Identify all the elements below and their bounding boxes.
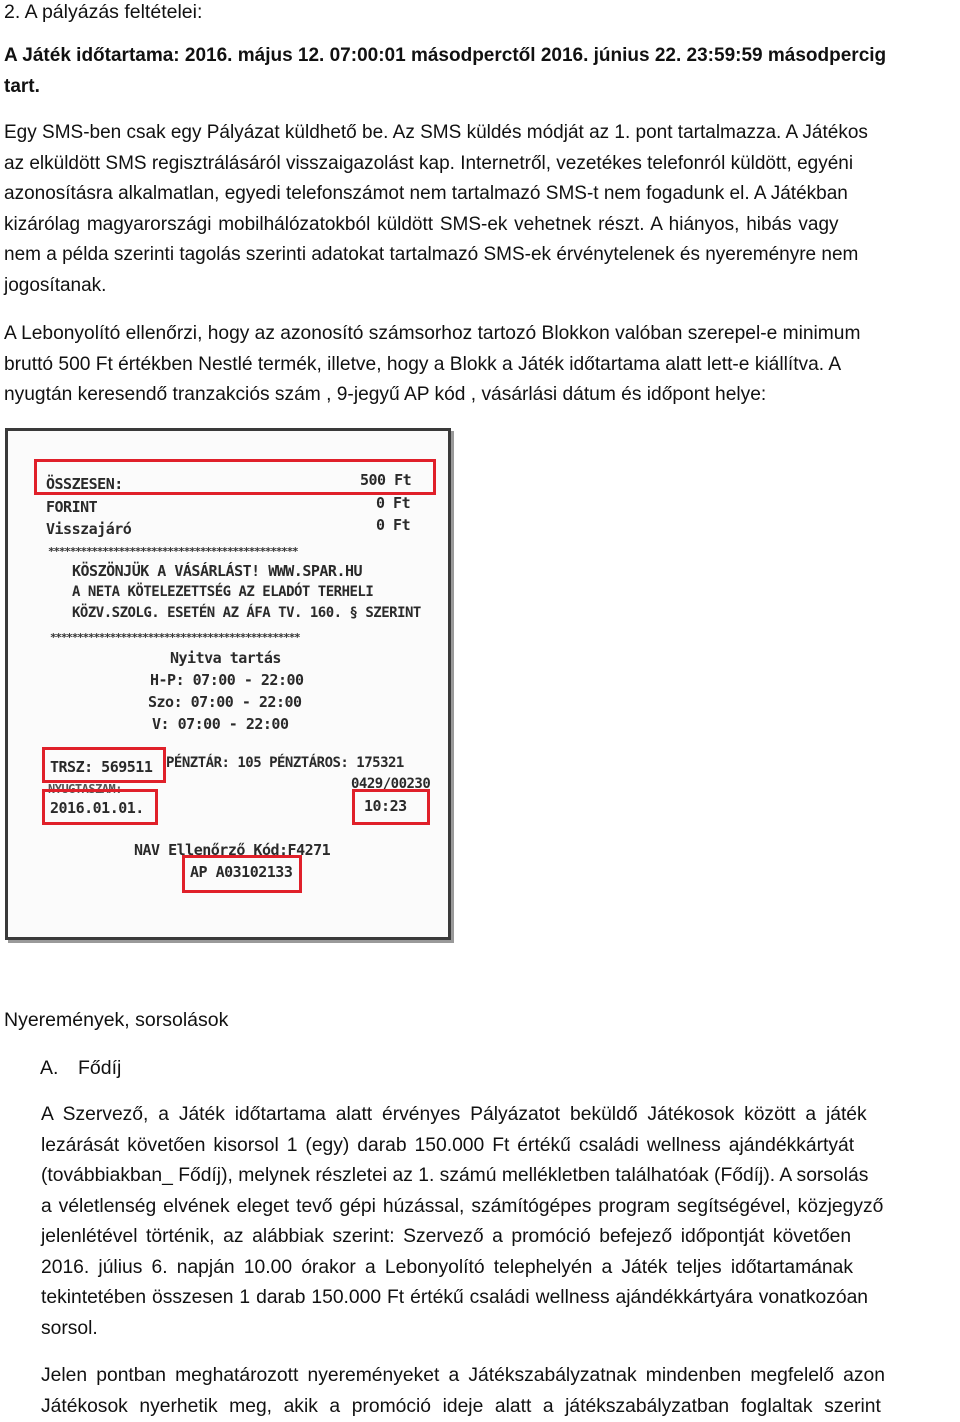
prize-rules-paragraph	[41, 1100, 956, 1344]
receipt-trsz: TRSZ: 569511	[50, 758, 152, 776]
receipt-hours-1: H-P: 07:00 - 22:00	[150, 671, 304, 689]
receipt-date-label: NYUGTASZÁM:	[48, 782, 122, 796]
sms-rules-paragraph	[4, 118, 956, 301]
receipt-forint-value: 0 Ft	[376, 494, 410, 512]
receipt-separator: **********************************************	[48, 545, 297, 558]
receipt-check-paragraph	[4, 319, 956, 411]
prize-winners-paragraph	[41, 1361, 956, 1422]
prize-para1-line: A Szervező, a Játék időtartama alatt érvényes Pályázatot beküldő Játékosok között a játék	[41, 1100, 956, 1131]
para1-line: Egy SMS-ben csak egy Pályázat küldhető be. Az SMS küldés módját az 1. pont tartalmazza. A Játékos	[4, 118, 956, 149]
prize-para1-line: 2016. július 6. napján 10.00 órakor a Lebonyolító telephelyén a Játék teljes időtartamának	[41, 1253, 956, 1284]
prize-para1-line: lezárását követően kisorsol 1 (egy) darab 150.000 Ft értékű családi wellness ajándékkártyát	[41, 1131, 956, 1162]
trsz-highlight-box	[42, 747, 166, 783]
receipt-total-label: ÖSSZESEN:	[46, 475, 123, 493]
prize-para1-line: tekintetében összesen 1 darab 150.000 Ft értékű családi wellness ajándékkártyára vonatkozóan	[41, 1283, 956, 1314]
receipt-ap-code: AP A03102133	[190, 863, 292, 881]
prize-para1-line: (továbbiakban_ Fődíj), melynek részletei az 1. számú mellékletben találhatóak (Fődíj). A sorsolás	[41, 1161, 956, 1192]
receipt-nav-code: NAV Ellenőrző Kód:F4271	[134, 841, 330, 859]
receipt-legal-1: A NETA KÖTELEZETTSÉG AZ ELADÓT TERHELI	[72, 584, 373, 600]
receipt-time: 10:23	[364, 797, 407, 815]
receipt-thanks: KÖSZÖNJÜK A VÁSÁRLÁST! WWW.SPAR.HU	[72, 562, 362, 580]
prize-para1-line: a véletlenség elvének eleget tevő gépi húzással, számítógépes program segítségével, közjegyző	[41, 1192, 956, 1223]
para1-line: jogosítanak.	[4, 271, 956, 302]
date-highlight-box	[42, 789, 158, 825]
receipt-register: PÉNZTÁR: 105 PÉNZTÁROS: 175321	[166, 755, 404, 771]
ap-code-highlight-box	[182, 855, 302, 893]
prize-a-marker: A.	[40, 1053, 58, 1084]
para1-line: kizárólag magyarországi mobilhálózatokból küldött SMS-ek vehetnek részt. A hiányos, hibás vagy	[4, 210, 956, 241]
prizes-heading: Nyeremények, sorsolások	[4, 1005, 228, 1036]
prize-para1-line: jelenlétével történik, az alábbiak szerint: Szervező a promóció befejező időpontját követően	[41, 1222, 956, 1253]
para1-line: nem a példa szerinti tagolás szerinti adatokat tartalmazó SMS-ek érvénytelenek és nyereményre nem	[4, 240, 956, 271]
receipt-separator: **********************************************	[50, 631, 299, 644]
prize-a-title: Fődíj	[78, 1053, 121, 1084]
prize-para1-line: sorsol.	[41, 1314, 956, 1345]
duration-line-1: A Játék időtartama: 2016. május 12. 07:00:01 másodperctől 2016. június 22. 23:59:59 másodpercig	[4, 41, 886, 72]
para1-line: az elküldött SMS regisztrálásáról visszaigazolást kap. Internetről, vezetékes telefonról küldött, egyéni	[4, 149, 956, 180]
prize-para2-line: Játékosok nyerhetik meg, akik a promóció ideje alatt a játékszabályzatban foglaltak szerint	[41, 1392, 956, 1422]
time-highlight-box	[352, 789, 430, 825]
receipt-change-label: Visszajáró	[46, 520, 131, 538]
section-heading: 2. A pályázás feltételei:	[4, 0, 202, 28]
receipt-image	[5, 428, 451, 940]
receipt-hours-3: V: 07:00 - 22:00	[152, 715, 289, 733]
receipt-hours-title: Nyitva tartás	[170, 649, 281, 667]
receipt-change-value: 0 Ft	[376, 516, 410, 534]
duration-line-2: tart.	[4, 72, 40, 103]
receipt-total-value: 500 Ft	[360, 471, 411, 489]
receipt-date: 2016.01.01.	[50, 799, 144, 817]
para2-line: nyugtán keresendő tranzakciós szám , 9-jegyű AP kód , vásárlási dátum és időpont helye:	[4, 380, 956, 411]
receipt-code: 0429/00230	[351, 776, 430, 792]
total-highlight-box	[34, 459, 436, 495]
para2-line: A Lebonyolító ellenőrzi, hogy az azonosító számsorhoz tartozó Blokkon valóban szerepel-e minimum	[4, 319, 956, 350]
receipt-hours-2: Szo: 07:00 - 22:00	[148, 693, 302, 711]
receipt-legal-2: KÖZV.SZOLG. ESETÉN AZ ÁFA TV. 160. § SZERINT	[72, 605, 421, 621]
para1-line: azonosításra alkalmatlan, egyedi telefonszámot nem tartalmazó SMS-t nem fogadunk el. A Játékban	[4, 179, 956, 210]
para2-line: bruttó 500 Ft értékben Nestlé termék, illetve, hogy a Blokk a Játék időtartama alatt lett-e kiállítva. A	[4, 350, 956, 381]
prize-para2-line: Jelen pontban meghatározott nyereményeket a Játékszabályzatnak mindenben megfelelő azon	[41, 1361, 956, 1392]
receipt-forint-label: FORINT	[46, 498, 97, 516]
